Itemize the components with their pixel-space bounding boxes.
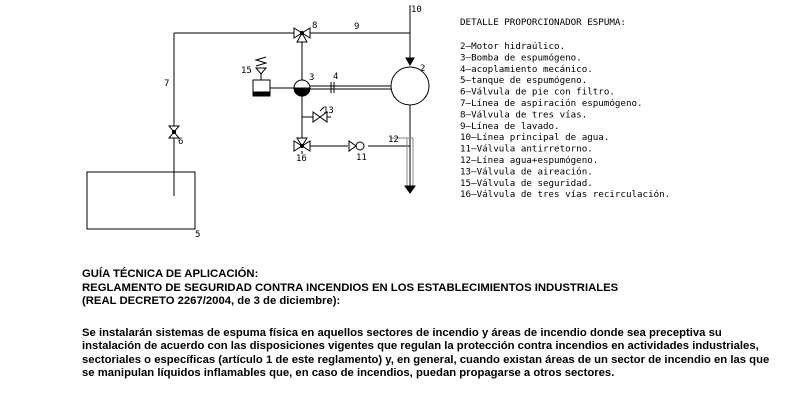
regulation-paragraph: Se instalarán sistemas de espuma física en aquellos sectores de incendio y áreas de incendio donde sea preceptiva su instalación de acuerdo con las disposiciones vigentes que regulan la protección contra incendios en actividades industriales, sectoriales o específicas (artículo 1 de este reglamento) y, en general, cuando existan áreas de un sector de incendio en las que se manipulan líquidos inflamables que, en caso de incendios, puedan propagarse a otros sectores. xyxy=(82,326,770,379)
ref-3: 3 xyxy=(309,73,315,83)
legend-item: 6–Válvula de pie con filtro. xyxy=(460,86,615,98)
ref-5: 5 xyxy=(195,230,201,240)
ref-2: 2 xyxy=(420,64,426,74)
legend-item: 7–Línea de aspiración espumógeno. xyxy=(460,98,643,109)
ref-15: 15 xyxy=(241,66,252,76)
ref-8: 8 xyxy=(312,21,318,31)
legend-item: 2–Motor hidraúlico. xyxy=(460,41,566,52)
legend-item: 3–Bomba de espumógeno. xyxy=(460,52,582,64)
legend-title: DETALLE PROPORCIONADOR ESPUMA: xyxy=(460,17,626,28)
three-way-valve-icon xyxy=(294,28,310,42)
ref-6: 6 xyxy=(178,137,184,147)
regulation-heading: REGLAMENTO DE SEGURIDAD CONTRA INCENDIOS EN LOS ESTABLECIMIENTOS INDUSTRIALES xyxy=(82,281,619,294)
outlet-arrow-icon xyxy=(405,186,415,193)
ref-4: 4 xyxy=(333,72,339,82)
legend-item: 12–Línea agua+espumógeno. xyxy=(460,155,599,166)
foam-tank xyxy=(87,172,195,229)
legend-item: 8–Válvula de tres vías. xyxy=(460,109,588,121)
guide-heading: GUÍA TÉCNICA DE APLICACIÓN: xyxy=(82,268,259,280)
safety-valve-icon xyxy=(253,57,270,96)
recirculation-valve-icon xyxy=(294,138,310,151)
ref-13: 13 xyxy=(323,106,334,116)
ref-7: 7 xyxy=(164,79,170,89)
ref-10: 10 xyxy=(411,5,422,15)
ref-16: 16 xyxy=(296,154,307,164)
legend-item: 15–Válvula de seguridad. xyxy=(460,177,593,189)
flow-arrow-icon xyxy=(406,58,414,65)
legend-item: 10–Línea principal de agua. xyxy=(460,132,610,144)
legend-item: 11–Válvula antirretorno. xyxy=(460,143,593,155)
legend-item: 4–acoplamiento mecánico. xyxy=(460,63,593,75)
legend-item: 16–Válvula de tres vías recirculación. xyxy=(460,189,671,201)
ref-11: 11 xyxy=(356,153,367,163)
notes-block xyxy=(82,268,782,381)
foam-pump-half-icon xyxy=(294,88,310,96)
ref-12: 12 xyxy=(388,135,399,145)
legend xyxy=(460,41,670,200)
legend-item: 5–tanque de espumógeno. xyxy=(460,75,588,87)
legend-item: 13–Válvula de aireación. xyxy=(460,166,593,178)
decree-heading: (REAL DECRETO 2267/2004, de 3 de diciembre): xyxy=(82,295,341,307)
ref-9: 9 xyxy=(354,22,360,32)
check-valve-icon xyxy=(349,141,364,151)
legend-item: 9–Línea de lavado. xyxy=(460,120,560,132)
